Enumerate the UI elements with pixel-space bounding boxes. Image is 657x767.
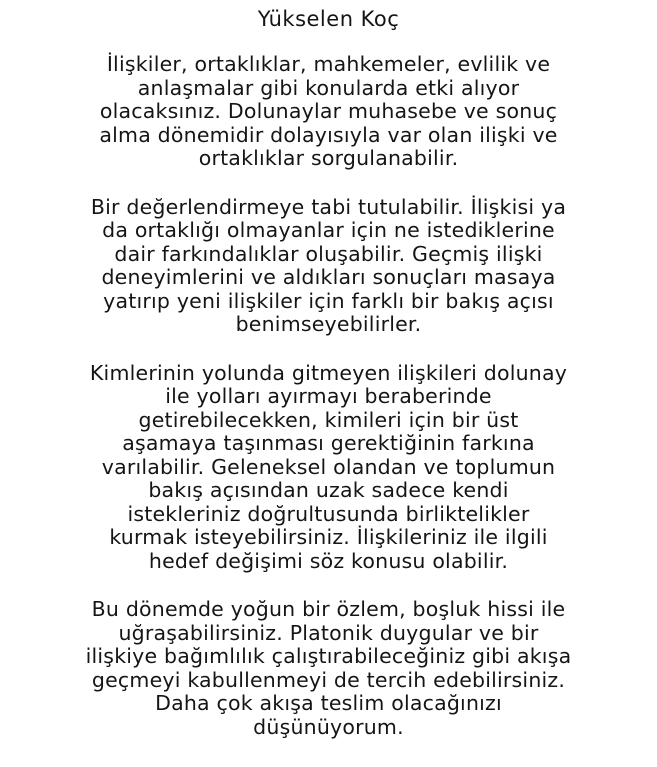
text-line: varılabilir. Geleneksel olandan ve toplumun xyxy=(101,454,556,479)
text-line: alma dönemidir dolayısıyla var olan ilişki ve xyxy=(99,122,558,147)
text-line: ile yolları ayırmayı beraberinde xyxy=(165,384,492,408)
text-line: Bir değerlendirmeye tabi tutulabilir. İlişkisi ya xyxy=(90,194,567,219)
text-line: benimseyebilirler. xyxy=(235,312,422,336)
text-line: kurmak isteyebilirsiniz. İlişkileriniz ile ilgili xyxy=(109,525,548,549)
text-line: geçmeyi kabullenmeyi de tercih edebilirsiniz. xyxy=(91,667,566,692)
text-line: hedef değişimi söz konusu olabilir. xyxy=(148,548,509,573)
text-line: bakış açısından uzak sadece kendi xyxy=(148,478,509,502)
text-line: düşünüyorum. xyxy=(253,714,404,739)
text-line: yatırıp yeni ilişkiler için farklı bir bakış açısı xyxy=(103,288,554,313)
text-line: ilişkiye bağımlılık çalıştırabileceğiniz gibi akışa xyxy=(85,644,572,668)
paragraph-2 xyxy=(20,196,637,337)
text-line: getirebilecekken, kimileri için bir üst xyxy=(138,407,519,432)
text-line: ortaklıklar sorgulanabilir. xyxy=(198,146,459,170)
text-line: dair farkındalıklar oluşabilir. Geçmiş ilişki xyxy=(114,241,543,266)
text-line: Daha çok akışa teslim olacağınızı xyxy=(155,691,502,715)
text-line: İlişkiler, ortaklıklar, mahkemeler, evlilik ve xyxy=(106,52,551,76)
text-line: Kimlerinin yolunda gitmeyen ilişkileri dolunay xyxy=(89,360,568,385)
paragraph-4 xyxy=(20,598,637,739)
text-line: olacaksınız. Dolunaylar muhasebe ve sonuç xyxy=(99,99,558,123)
text-line: aşamaya taşınması gerektiğinin farkına xyxy=(122,431,535,455)
text-line: istekleriniz doğrultusunda birliktelikler xyxy=(127,501,530,526)
paragraph-3 xyxy=(20,362,637,574)
text-line: Bu dönemde yoğun bir özlem, boşluk hissi ile xyxy=(91,597,566,621)
document-title: Yükselen Koç xyxy=(257,7,400,31)
text-line: deneyimlerini ve aldıkları sonuçları masaya xyxy=(101,265,556,289)
text-line: da ortaklığı olmayanlar için ne istediklerine xyxy=(102,218,555,242)
paragraph-1 xyxy=(20,53,637,171)
text-line: uğraşabilirsiniz. Platonik duygular ve bir xyxy=(118,620,539,645)
text-line: anlaşmalar gibi konularda etki alıyor xyxy=(137,75,520,100)
